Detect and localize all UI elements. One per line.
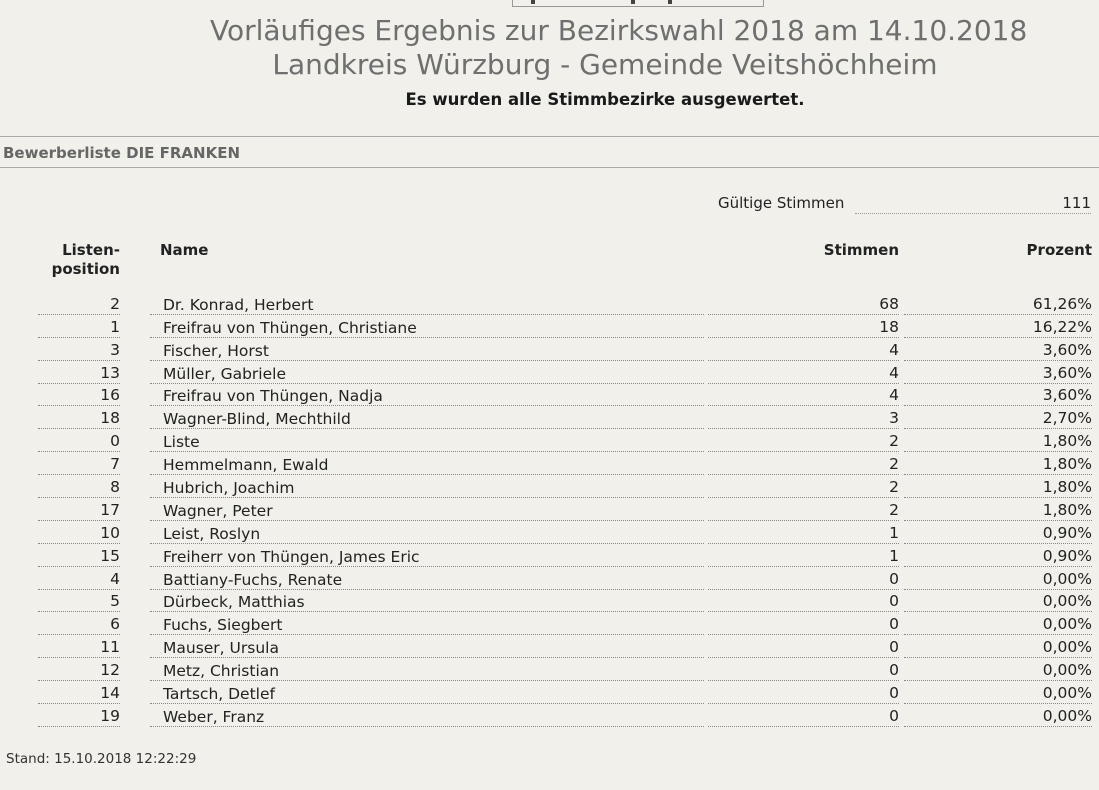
cell-name: Freifrau von Thüngen, Nadja (150, 384, 704, 406)
results-table-body (0, 292, 1099, 727)
cell-position: 10 (38, 521, 120, 544)
cell-position: 1 (38, 315, 120, 338)
valid-votes-label: Gültige Stimmen (718, 194, 845, 212)
cell-votes: 4 (708, 338, 899, 361)
cell-votes: 18 (708, 315, 899, 338)
table-row (0, 498, 1099, 521)
cell-name: Dürbeck, Matthias (150, 590, 704, 612)
cell-votes: 1 (708, 521, 899, 544)
cell-name: Liste (150, 430, 704, 452)
cell-name: Freifrau von Thüngen, Christiane (150, 316, 704, 338)
cell-position: 12 (38, 658, 120, 681)
cell-position: 13 (38, 361, 120, 384)
table-row (0, 452, 1099, 475)
cell-votes: 2 (708, 475, 899, 498)
cell-percent: 0,00% (904, 681, 1092, 704)
section-title: Bewerberliste DIE FRANKEN (3, 144, 241, 162)
cell-position: 4 (38, 567, 120, 590)
cell-percent: 1,80% (904, 452, 1092, 475)
cell-percent: 3,60% (904, 361, 1092, 384)
cell-position: 3 (38, 338, 120, 361)
cell-percent: 61,26% (904, 292, 1092, 315)
cell-name: Wagner-Blind, Mechthild (150, 407, 704, 429)
column-header-percent: Prozent (1026, 241, 1092, 259)
cell-position: 0 (38, 429, 120, 452)
table-row (0, 361, 1099, 384)
cell-percent: 0,90% (904, 544, 1092, 567)
cell-votes: 2 (708, 498, 899, 521)
table-row (0, 658, 1099, 681)
table-row (0, 567, 1099, 590)
table-row (0, 384, 1099, 407)
table-row (0, 406, 1099, 429)
cell-name: Fuchs, Siegbert (150, 613, 704, 635)
cell-position: 18 (38, 406, 120, 429)
table-row (0, 590, 1099, 613)
cell-votes: 3 (708, 406, 899, 429)
divider (0, 136, 1099, 137)
cell-position: 16 (38, 383, 120, 406)
cell-votes: 0 (708, 704, 899, 727)
cell-percent: 0,00% (904, 704, 1092, 727)
cell-votes: 4 (708, 383, 899, 406)
column-header-position-line2: position (51, 260, 120, 278)
page-title: Vorläufiges Ergebnis zur Bezirkswahl 2018 am 14.10.2018 (210, 14, 1028, 47)
table-row (0, 635, 1099, 658)
cell-percent: 0,00% (904, 635, 1092, 658)
cell-percent: 0,90% (904, 521, 1092, 544)
table-row (0, 315, 1099, 338)
cell-percent: 2,70% (904, 406, 1092, 429)
cell-name: Hubrich, Joachim (150, 476, 704, 498)
cell-percent: 0,00% (904, 612, 1092, 635)
cell-votes: 0 (708, 681, 899, 704)
cell-name: Weber, Franz (150, 705, 704, 727)
cell-name: Mauser, Ursula (150, 636, 704, 658)
cell-name: Tartsch, Detlef (150, 682, 704, 704)
cell-votes: 68 (708, 292, 899, 315)
cell-position: 5 (38, 589, 120, 612)
cell-percent: 0,00% (904, 589, 1092, 612)
table-row (0, 704, 1099, 727)
cell-name: Müller, Gabriele (150, 362, 704, 384)
table-row (0, 521, 1099, 544)
table-row (0, 429, 1099, 452)
cell-position: 19 (38, 704, 120, 727)
cell-position: 11 (38, 635, 120, 658)
cell-name: Dr. Konrad, Herbert (150, 293, 704, 315)
tab-strip-fragment (512, 0, 764, 7)
cell-percent: 0,00% (904, 567, 1092, 590)
cell-percent: 1,80% (904, 429, 1092, 452)
cell-position: 14 (38, 681, 120, 704)
cell-percent: 16,22% (904, 315, 1092, 338)
cell-name: Freiherr von Thüngen, James Eric (150, 545, 704, 567)
cell-position: 2 (38, 292, 120, 315)
cell-name: Fischer, Horst (150, 339, 704, 361)
column-header-position-line1: Listen- (62, 241, 120, 259)
column-header-votes: Stimmen (823, 241, 899, 259)
cell-votes: 2 (708, 429, 899, 452)
cell-position: 7 (38, 452, 120, 475)
cell-name: Battiany-Fuchs, Renate (150, 568, 704, 590)
cell-votes: 1 (708, 544, 899, 567)
cell-votes: 2 (708, 452, 899, 475)
cell-votes: 4 (708, 361, 899, 384)
page-subtitle: Landkreis Würzburg - Gemeinde Veitshöchheim (272, 48, 938, 81)
cell-name: Wagner, Peter (150, 499, 704, 521)
table-row (0, 681, 1099, 704)
table-row (0, 544, 1099, 567)
cell-position: 8 (38, 475, 120, 498)
cell-percent: 1,80% (904, 498, 1092, 521)
table-row (0, 612, 1099, 635)
cell-name: Metz, Christian (150, 659, 704, 681)
cell-position: 6 (38, 612, 120, 635)
divider (0, 167, 1099, 168)
table-row (0, 475, 1099, 498)
cell-percent: 1,80% (904, 475, 1092, 498)
cell-votes: 0 (708, 658, 899, 681)
column-header-position (38, 241, 120, 279)
cell-percent: 3,60% (904, 338, 1092, 361)
cell-name: Hemmelmann, Ewald (150, 453, 704, 475)
cell-votes: 0 (708, 589, 899, 612)
table-row (0, 338, 1099, 361)
cell-percent: 3,60% (904, 383, 1092, 406)
evaluation-status: Es wurden alle Stimmbezirke ausgewertet. (405, 90, 805, 109)
cell-name: Leist, Roslyn (150, 522, 704, 544)
column-header-name: Name (160, 241, 209, 259)
cell-votes: 0 (708, 567, 899, 590)
cell-votes: 0 (708, 612, 899, 635)
valid-votes-value: 111 (855, 194, 1091, 214)
cell-percent: 0,00% (904, 658, 1092, 681)
timestamp: Stand: 15.10.2018 12:22:29 (6, 751, 197, 767)
cell-position: 15 (38, 544, 120, 567)
table-row (0, 292, 1099, 315)
cell-votes: 0 (708, 635, 899, 658)
cell-position: 17 (38, 498, 120, 521)
